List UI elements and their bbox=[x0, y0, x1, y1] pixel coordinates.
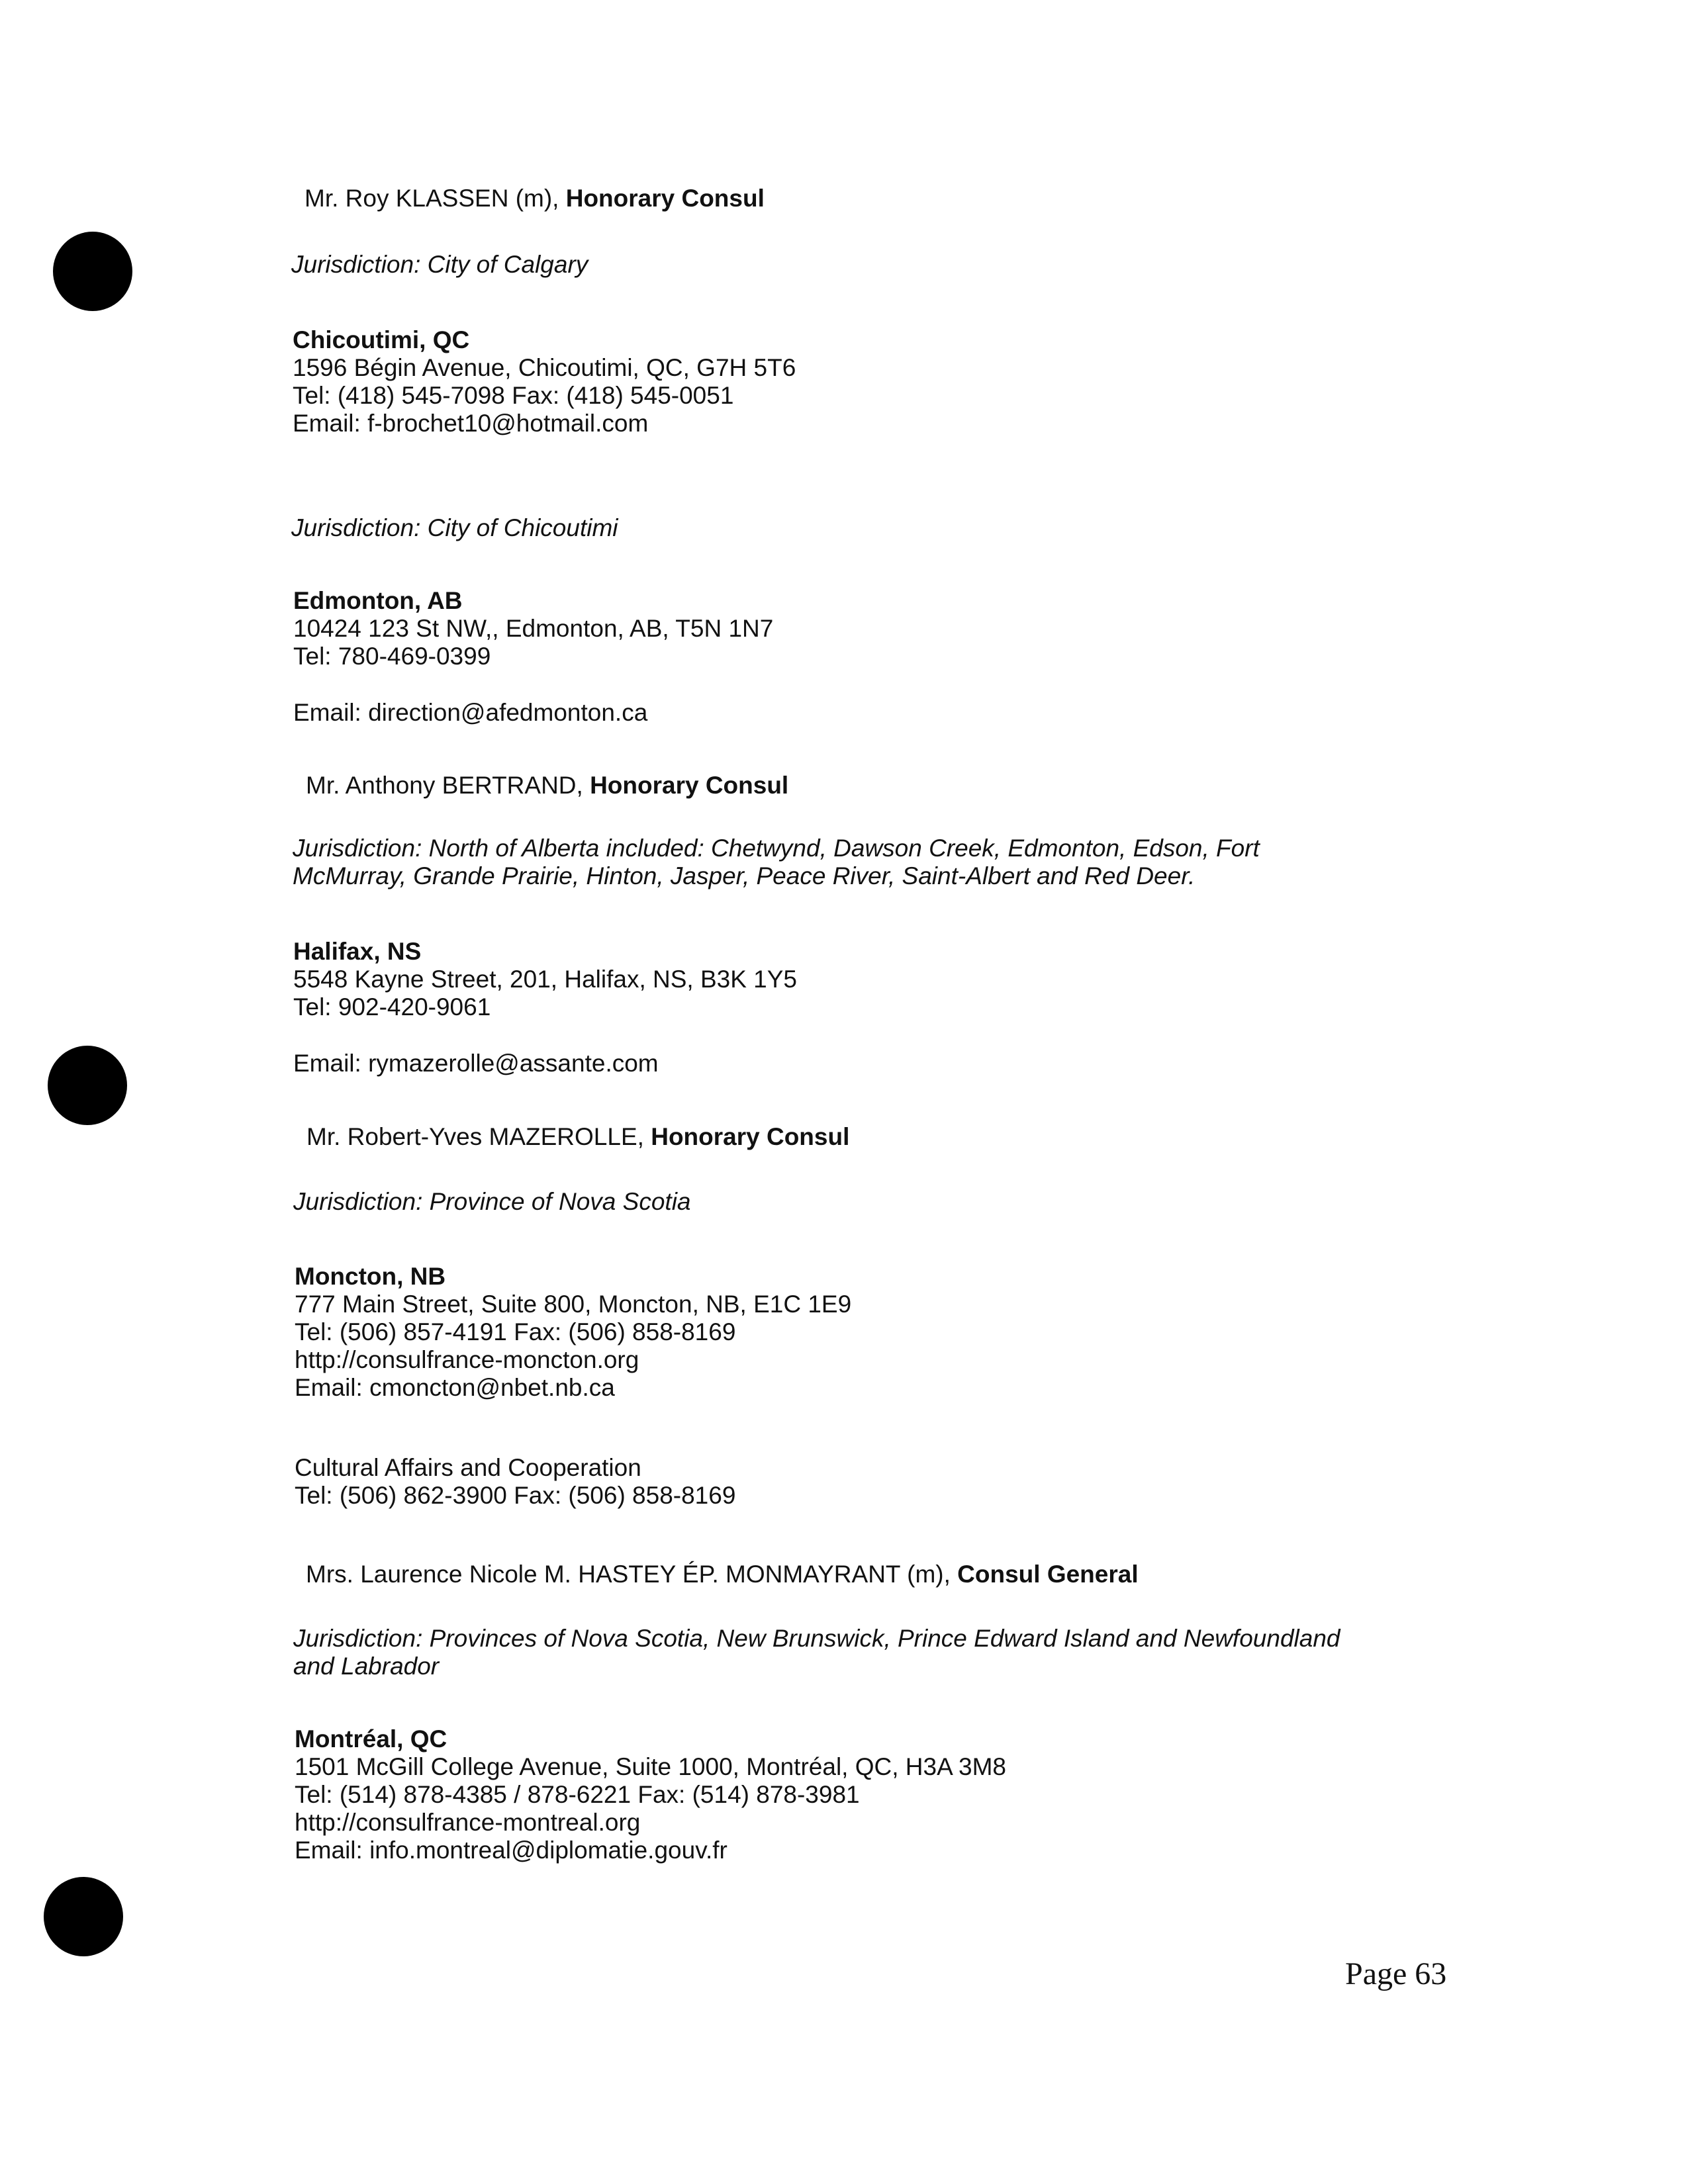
phone-halifax: Tel: 902-420-9061 bbox=[293, 993, 491, 1021]
heading-halifax: Halifax, NS bbox=[293, 938, 422, 965]
address-montreal: 1501 McGill College Avenue, Suite 1000, Montréal, QC, H3A 3M8 bbox=[295, 1753, 1006, 1780]
consul-entry-klassen bbox=[305, 185, 765, 212]
punch-hole-bottom bbox=[44, 1877, 123, 1956]
jurisdiction-edmonton-line2: McMurray, Grande Prairie, Hinton, Jasper, Peace River, Saint-Albert and Red Deer. bbox=[293, 862, 1196, 889]
phone-montreal: Tel: (514) 878-4385 / 878-6221 Fax: (514) 878-3981 bbox=[295, 1781, 860, 1808]
page-number: Page 63 bbox=[1345, 1956, 1447, 1991]
punch-hole-middle bbox=[48, 1046, 127, 1125]
email-halifax: Email: rymazerolle@assante.com bbox=[293, 1050, 659, 1077]
consul-name: Mr. Anthony BERTRAND, bbox=[306, 772, 590, 799]
cultural-affairs-label: Cultural Affairs and Cooperation bbox=[295, 1454, 641, 1481]
phone-chicoutimi: Tel: (418) 545-7098 Fax: (418) 545-0051 bbox=[293, 382, 734, 409]
website-montreal: http://consulfrance-montreal.org bbox=[295, 1809, 641, 1836]
consul-name: Mr. Robert-Yves MAZEROLLE, bbox=[306, 1123, 651, 1150]
consul-name: Mrs. Laurence Nicole M. HASTEY ÉP. MONMAYRANT (m), bbox=[306, 1561, 958, 1588]
consul-title: Honorary Consul bbox=[590, 772, 789, 799]
address-edmonton: 10424 123 St NW,, Edmonton, AB, T5N 1N7 bbox=[293, 615, 774, 642]
address-halifax: 5548 Kayne Street, 201, Halifax, NS, B3K 1Y5 bbox=[293, 966, 798, 993]
jurisdiction-edmonton-line1: Jurisdiction: North of Alberta included: Chetwynd, Dawson Creek, Edmonton, Edson, Fort bbox=[293, 835, 1260, 862]
phone-moncton: Tel: (506) 857-4191 Fax: (506) 858-8169 bbox=[295, 1318, 736, 1345]
email-chicoutimi: Email: f-brochet10@hotmail.com bbox=[293, 410, 649, 437]
email-edmonton: Email: direction@afedmonton.ca bbox=[293, 699, 648, 726]
consul-title: Consul General bbox=[957, 1561, 1139, 1588]
phone-edmonton: Tel: 780-469-0399 bbox=[293, 643, 491, 670]
heading-chicoutimi: Chicoutimi, QC bbox=[293, 326, 470, 353]
jurisdiction-halifax: Jurisdiction: Province of Nova Scotia bbox=[293, 1188, 691, 1215]
address-chicoutimi: 1596 Bégin Avenue, Chicoutimi, QC, G7H 5T6 bbox=[293, 354, 796, 381]
consul-title: Honorary Consul bbox=[565, 185, 765, 212]
heading-montreal: Montréal, QC bbox=[295, 1725, 447, 1752]
cultural-affairs-phone: Tel: (506) 862-3900 Fax: (506) 858-8169 bbox=[295, 1482, 736, 1509]
consul-entry-hastey bbox=[306, 1561, 1139, 1588]
email-moncton: Email: cmoncton@nbet.nb.ca bbox=[295, 1374, 615, 1401]
heading-edmonton: Edmonton, AB bbox=[293, 587, 463, 614]
heading-moncton: Moncton, NB bbox=[295, 1263, 446, 1290]
jurisdiction-calgary: Jurisdiction: City of Calgary bbox=[291, 251, 588, 278]
jurisdiction-chicoutimi: Jurisdiction: City of Chicoutimi bbox=[291, 514, 618, 541]
punch-hole-top bbox=[53, 232, 132, 311]
consul-name: Mr. Roy KLASSEN (m), bbox=[305, 185, 566, 212]
consul-entry-bertrand bbox=[306, 772, 788, 799]
website-moncton: http://consulfrance-moncton.org bbox=[295, 1346, 639, 1373]
consul-title: Honorary Consul bbox=[651, 1123, 850, 1150]
jurisdiction-moncton-line1: Jurisdiction: Provinces of Nova Scotia, New Brunswick, Prince Edward Island and Newfoundland bbox=[293, 1625, 1340, 1652]
jurisdiction-moncton-line2: and Labrador bbox=[293, 1653, 440, 1680]
consul-entry-mazerolle bbox=[306, 1123, 849, 1151]
address-moncton: 777 Main Street, Suite 800, Moncton, NB, E1C 1E9 bbox=[295, 1291, 852, 1318]
email-montreal: Email: info.montreal@diplomatie.gouv.fr bbox=[295, 1837, 727, 1864]
